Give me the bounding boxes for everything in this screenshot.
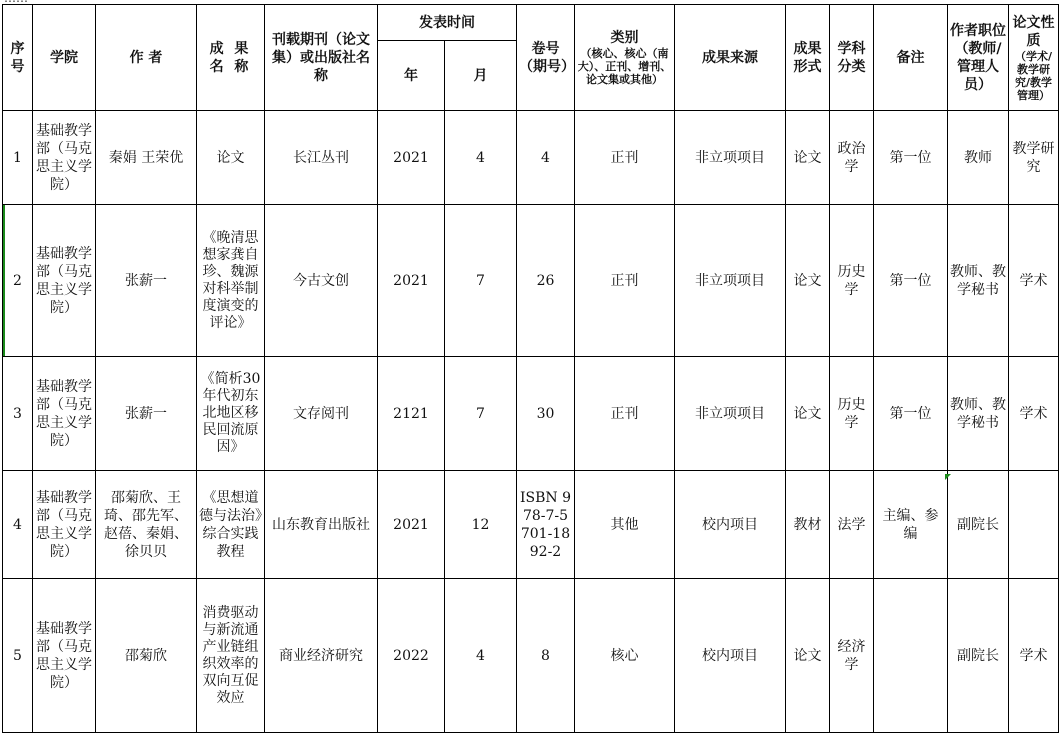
cell-month[interactable]: 7 — [445, 357, 517, 471]
cell-title[interactable]: 论文 — [197, 111, 265, 205]
cell-seq[interactable]: 1 — [3, 111, 33, 205]
cell-remark[interactable]: 第一位 — [874, 111, 948, 205]
cell-discipline[interactable]: 经济学 — [830, 579, 874, 733]
cell-remark[interactable]: 第一位 — [874, 205, 948, 357]
cell-position[interactable]: 副院长 — [948, 579, 1009, 733]
cell-college[interactable]: 基础教学部（马克思主义学院） — [33, 111, 96, 205]
cell-author[interactable]: 张薪一 — [96, 357, 197, 471]
cell-journal[interactable]: 商业经济研究 — [265, 579, 378, 733]
header-nature-main: 论文性质 — [1012, 14, 1055, 49]
cell-discipline[interactable]: 历史学 — [830, 357, 874, 471]
header-volume: 卷号（期号） — [517, 5, 575, 111]
cell-seq[interactable]: 3 — [3, 357, 33, 471]
cell-discipline[interactable]: 政治学 — [830, 111, 874, 205]
cell-journal[interactable]: 文存阅刊 — [265, 357, 378, 471]
cell-year[interactable]: 2022 — [378, 579, 445, 733]
cell-form[interactable]: 论文 — [786, 357, 830, 471]
cell-author[interactable]: 秦娟 王荣优 — [96, 111, 197, 205]
header-position: 作者职位（教师/管理人员） — [948, 5, 1009, 111]
cell-title[interactable]: 《思想道德与法治》综合实践教程 — [197, 471, 265, 579]
cell-volume[interactable]: 30 — [517, 357, 575, 471]
header-discipline: 学科分类 — [830, 5, 874, 111]
cell-discipline[interactable]: 法学 — [830, 471, 874, 579]
cell-author[interactable]: 邵菊欣 — [96, 579, 197, 733]
cell-title[interactable]: 《晚清思想家龚自珍、魏源对科举制度演变的评论》 — [197, 205, 265, 357]
cell-remark[interactable]: 主编、参编 — [874, 471, 948, 579]
header-nature-sub: （学术/教学研究/教学管理） — [1014, 49, 1053, 102]
cell-category[interactable]: 正刊 — [575, 357, 675, 471]
cell-position[interactable]: 教师 — [948, 111, 1009, 205]
cell-year[interactable]: 2021 — [378, 205, 445, 357]
header-college: 学院 — [33, 5, 96, 111]
header-category — [575, 5, 675, 111]
cell-year[interactable]: 2021 — [378, 471, 445, 579]
cell-month[interactable]: 12 — [445, 471, 517, 579]
cell-source[interactable]: 校内项目 — [675, 579, 786, 733]
cell-remark[interactable]: 第一位 — [874, 357, 948, 471]
cell-category[interactable]: 正刊 — [575, 205, 675, 357]
header-title: 成 果 名 称 — [197, 5, 265, 111]
header-month: 月 — [445, 41, 517, 111]
cell-title[interactable]: 《简析30年代初东北地区移民回流原因》 — [197, 357, 265, 471]
cell-volume[interactable]: 4 — [517, 111, 575, 205]
cell-author[interactable]: 张薪一 — [96, 205, 197, 357]
header-form: 成果形式 — [786, 5, 830, 111]
cell-position[interactable]: 副院长 — [948, 471, 1009, 579]
cell-journal[interactable]: 今古文创 — [265, 205, 378, 357]
cell-nature[interactable]: 学术 — [1009, 357, 1059, 471]
cell-seq[interactable]: 5 — [3, 579, 33, 733]
cell-source[interactable]: 非立项项目 — [675, 205, 786, 357]
achievements-table — [2, 4, 1059, 733]
cell-college[interactable]: 基础教学部（马克思主义学院） — [33, 471, 96, 579]
cell-year[interactable]: 2121 — [378, 357, 445, 471]
header-author: 作 者 — [96, 5, 197, 111]
header-journal: 刊载期刊（论文集）或出版社名称 — [265, 5, 378, 111]
cell-category[interactable]: 核心 — [575, 579, 675, 733]
cell-college[interactable]: 基础教学部（马克思主义学院） — [33, 205, 96, 357]
cell-college[interactable]: 基础教学部（马克思主义学院） — [33, 579, 96, 733]
cell-discipline[interactable]: 历史学 — [830, 205, 874, 357]
header-year: 年 — [378, 41, 445, 111]
cell-volume[interactable]: ISBN 978-7-5701-1892-2 — [517, 471, 575, 579]
cell-title[interactable]: 消费驱动与新流通产业链组织效率的双向互促效应 — [197, 579, 265, 733]
cell-source[interactable]: 非立项项目 — [675, 357, 786, 471]
cell-form[interactable]: 论文 — [786, 205, 830, 357]
cell-form[interactable]: 教材 — [786, 471, 830, 579]
header-row-1 — [3, 5, 1059, 41]
cell-position[interactable]: 教师、教学秘书 — [948, 205, 1009, 357]
table-row — [3, 357, 1059, 471]
cell-category[interactable]: 其他 — [575, 471, 675, 579]
cell-nature[interactable]: 教学研究 — [1009, 111, 1059, 205]
cell-comment-marker — [945, 474, 951, 480]
cell-category[interactable]: 正刊 — [575, 111, 675, 205]
cell-month[interactable]: 4 — [445, 579, 517, 733]
cell-journal[interactable]: 长江丛刊 — [265, 111, 378, 205]
header-seq: 序号 — [3, 5, 33, 111]
cell-month[interactable]: 4 — [445, 111, 517, 205]
cell-form[interactable]: 论文 — [786, 111, 830, 205]
header-pub-time: 发表时间 — [378, 5, 517, 41]
cell-seq[interactable]: 4 — [3, 471, 33, 579]
cell-volume[interactable]: 26 — [517, 205, 575, 357]
cell-position[interactable]: 教师、教学秘书 — [948, 357, 1009, 471]
header-nature — [1009, 5, 1059, 111]
cell-journal[interactable]: 山东教育出版社 — [265, 471, 378, 579]
cell-nature[interactable] — [1009, 471, 1059, 579]
cell-author[interactable]: 邵菊欣、王琦、邵先军、赵蓓、秦娟、徐贝贝 — [96, 471, 197, 579]
cell-source[interactable]: 校内项目 — [675, 471, 786, 579]
cell-seq[interactable]: 2 — [3, 205, 33, 357]
cell-remark[interactable] — [874, 579, 948, 733]
table-row — [3, 471, 1059, 579]
cell-source[interactable]: 非立项项目 — [675, 111, 786, 205]
cell-volume[interactable]: 8 — [517, 579, 575, 733]
cell-year[interactable]: 2021 — [378, 111, 445, 205]
cell-form[interactable]: 论文 — [786, 579, 830, 733]
header-category-sub: （核心、核心（南大）、正刊、增刊、论文集或其他） — [577, 47, 672, 86]
cell-college[interactable]: 基础教学部（马克思主义学院） — [33, 357, 96, 471]
header-category-main: 类别 — [610, 30, 639, 46]
table-row — [3, 111, 1059, 205]
table-row — [3, 579, 1059, 733]
header-remark: 备注 — [874, 5, 948, 111]
cell-month[interactable]: 7 — [445, 205, 517, 357]
cell-nature[interactable]: 学术 — [1009, 205, 1059, 357]
table-row — [3, 205, 1059, 357]
cell-nature[interactable]: 学术 — [1009, 579, 1059, 733]
header-source: 成果来源 — [675, 5, 786, 111]
